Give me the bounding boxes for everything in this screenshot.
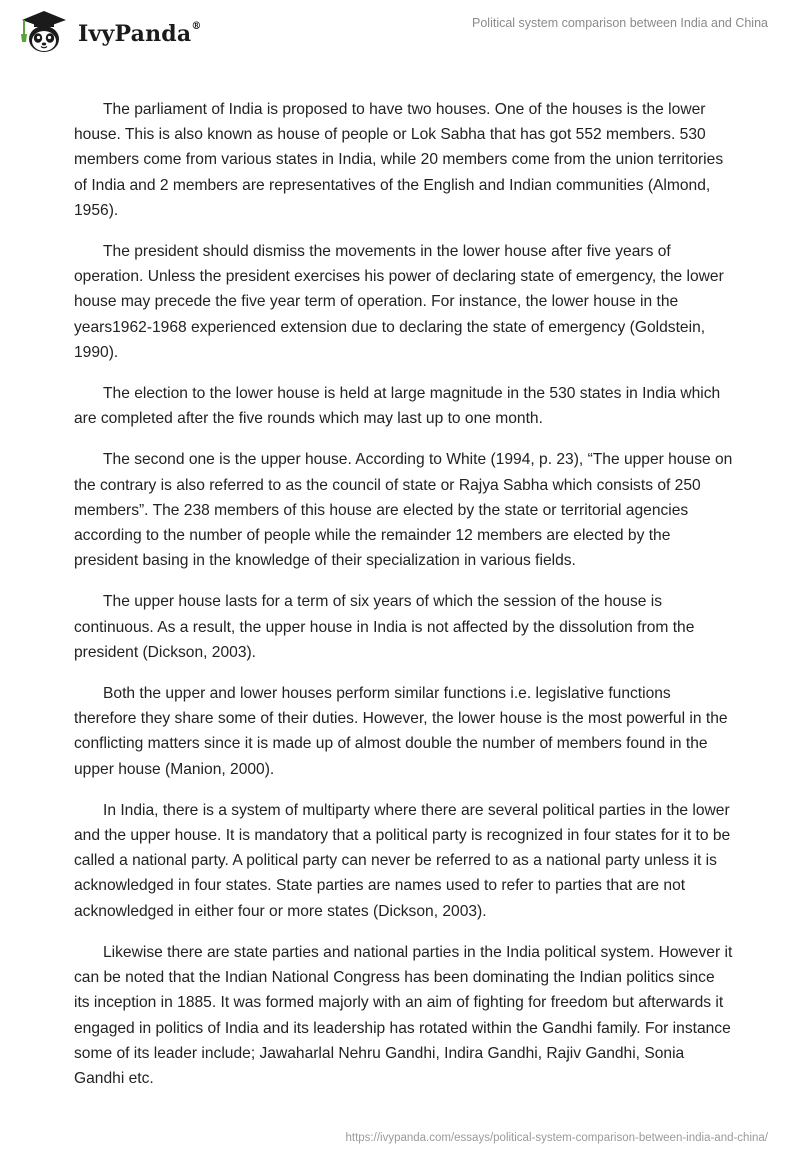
paragraph: In India, there is a system of multiparty where there are several political parties in the lower and the upper house. It is mandatory that a political party is recognized in four states for it to be called a national party. A political party can never be referred to as a national party unless it is acknowledged in four states. State parties are names used to refer to parties that are not acknowledged in either four or more states (Dickson, 2003).: [74, 801, 731, 920]
ivypanda-logo[interactable]: [14, 8, 202, 56]
brand-name: IvyPanda®: [78, 20, 202, 47]
document-title: Political system comparison between India and China: [472, 16, 768, 30]
paragraph: The upper house lasts for a term of six years of which the session of the house is continuous. As a result, the upper house in India is not affected by the dissolution from the president (Dickson, 2003).: [74, 593, 695, 661]
paragraph: The parliament of India is proposed to have two houses. One of the houses is the lower house. This is also known as house of people or Lok Sabha that has got 552 members. 530 members come from various states in India, while 20 members come from the union territories of India and 2 members are representatives of the English and Indian communities (Almond, 1956).: [74, 101, 724, 219]
source-url[interactable]: https://ivypanda.com/essays/political-system-comparison-between-india-and-china/: [345, 1132, 768, 1144]
paragraph: Likewise there are state parties and national parties in the India political system. However it can be noted that the Indian National Congress has been dominating the Indian politics since its inception in 1885. It was formed majorly with an aim of fighting for freedom but afterwards it engaged in politics of India and its leadership has rotated within the Gandhi family. For instance some of its leader include; Jawaharlal Nehru Gandhi, Indira Gandhi, Rajiv Gandhi, Sonia Gandhi etc.: [74, 943, 733, 1087]
paragraph: The president should dismiss the movements in the lower house after five years of operation. Unless the president exercises his power of declaring state of emergency, the lower house may precede the five year term of operation. For instance, the lower house in the years1962-1968 experienced extension due to declaring the state of emergency (Goldstein, 1990).: [74, 243, 724, 361]
page-header: [0, 0, 800, 62]
essay-body: [74, 97, 734, 1107]
registered-mark: ®: [191, 20, 202, 32]
paragraph: The second one is the upper house. According to White (1994, p. 23), “The upper house on the contrary is also referred to as the council of state or Rajya Sabha which consists of 250 members”. The 238 members of this house are elected by the state or territorial agencies according to the number of people while the remainder 12 members are elected by the president basing in the knowledge of their specialization in various fields.: [74, 451, 733, 570]
panda-graduate-icon: [14, 8, 72, 56]
paragraph: Both the upper and lower houses perform similar functions i.e. legislative functions therefore they share some of their duties. However, the lower house is the most powerful in the conflicting matters since it is made up of almost double the number of members found in the upper house (Manion, 2000).: [74, 685, 728, 778]
paragraph: The election to the lower house is held at large magnitude in the 530 states in India which are completed after the five rounds which may last up to one month.: [74, 385, 721, 428]
